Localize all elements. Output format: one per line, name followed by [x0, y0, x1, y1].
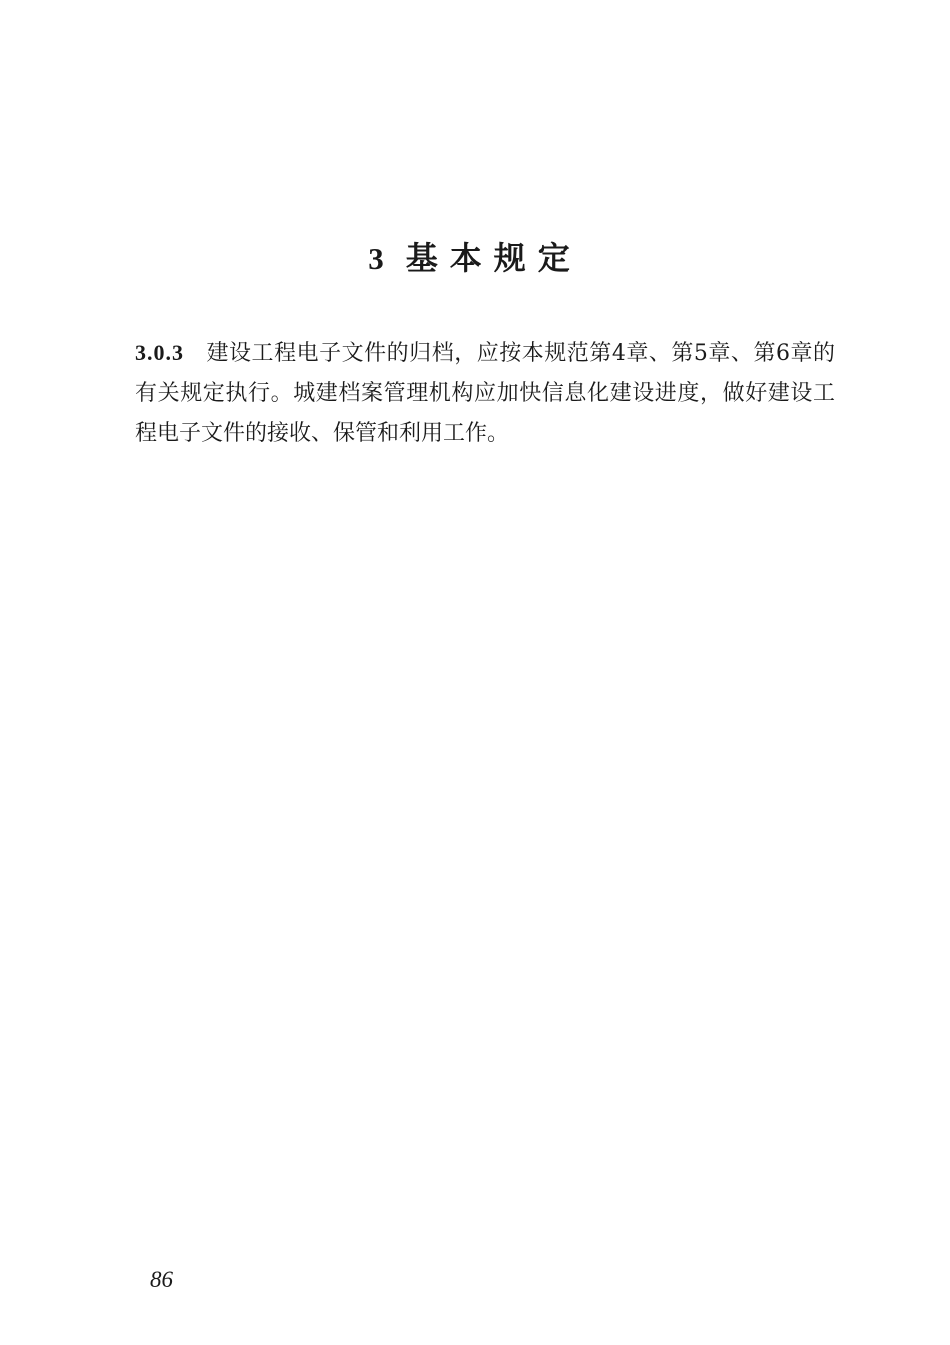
chapter-heading — [0, 232, 950, 285]
page-number: 86 — [150, 1267, 173, 1292]
chapter-title: 基本规定 — [405, 239, 582, 277]
clause-number: 3.0.3 — [135, 340, 184, 365]
clause-text: 建设工程电子文件的归档，应按本规范第4章、第5章、第6章的有关规定执行。城建档案管理机构应加快信息化建设进度，做好建设工程电子文件的接收、保管和利用工作。 — [135, 341, 835, 446]
clause-paragraph — [135, 333, 835, 454]
chapter-number: 3 — [368, 241, 384, 276]
